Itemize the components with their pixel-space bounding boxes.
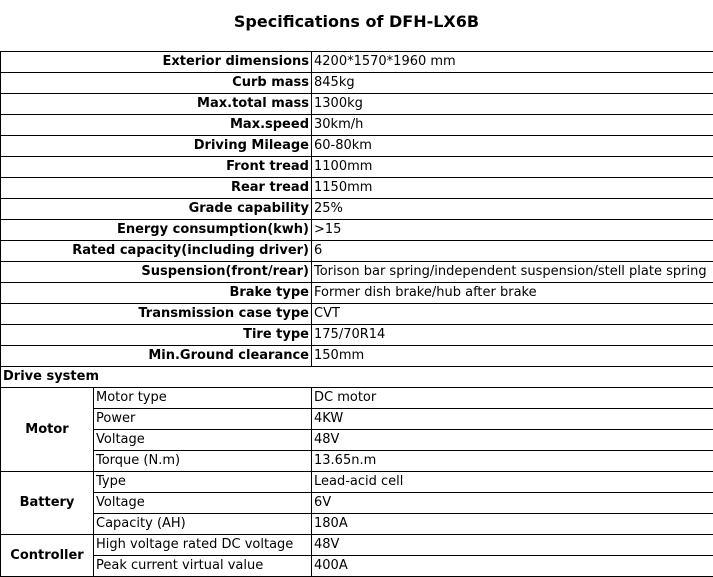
spec-value: 175/70R14 <box>312 325 713 346</box>
spec-value: 1150mm <box>312 178 713 199</box>
sub-value: 400A <box>312 556 713 577</box>
table-row <box>1 409 713 430</box>
table-row <box>1 514 713 535</box>
spec-label: Max.speed <box>1 115 312 136</box>
sub-label: Power <box>94 409 312 430</box>
spec-value: CVT <box>312 304 713 325</box>
spec-value: 25% <box>312 199 713 220</box>
table-row <box>1 493 713 514</box>
spec-label: Front tread <box>1 157 312 178</box>
table-row <box>1 430 713 451</box>
spec-label: Driving Mileage <box>1 136 312 157</box>
spec-value: 1300kg <box>312 94 713 115</box>
sub-value: 4KW <box>312 409 713 430</box>
table-row <box>1 220 713 241</box>
table-row <box>1 325 713 346</box>
spec-label: Brake type <box>1 283 312 304</box>
table-row <box>1 535 713 556</box>
table-row <box>1 283 713 304</box>
spec-value: Torison bar spring/independent suspension/stell plate spring <box>312 262 713 283</box>
spec-value: 60-80km <box>312 136 713 157</box>
table-row <box>1 346 713 367</box>
spec-label: Suspension(front/rear) <box>1 262 312 283</box>
battery-group-label: Battery <box>1 472 94 535</box>
table-row <box>1 178 713 199</box>
sub-value: 48V <box>312 535 713 556</box>
spec-value: 6 <box>312 241 713 262</box>
spec-label: Grade capability <box>1 199 312 220</box>
drive-system-heading: Drive system <box>1 367 713 388</box>
sub-value: 180A <box>312 514 713 535</box>
table-row <box>1 451 713 472</box>
table-row <box>1 94 713 115</box>
spec-value: Former dish brake/hub after brake <box>312 283 713 304</box>
sub-label: Type <box>94 472 312 493</box>
sub-label: High voltage rated DC voltage <box>94 535 312 556</box>
table-row <box>1 388 713 409</box>
spec-label: Tire type <box>1 325 312 346</box>
spec-table <box>0 51 713 577</box>
table-row <box>1 199 713 220</box>
table-row <box>1 157 713 178</box>
sub-value: 48V <box>312 430 713 451</box>
spec-value: 1100mm <box>312 157 713 178</box>
table-row <box>1 115 713 136</box>
table-row <box>1 73 713 94</box>
spec-value: 30km/h <box>312 115 713 136</box>
sub-value: 13.65n.m <box>312 451 713 472</box>
spec-label: Energy consumption(kwh) <box>1 220 312 241</box>
table-row <box>1 262 713 283</box>
spec-value: 150mm <box>312 346 713 367</box>
sub-label: Capacity (AH) <box>94 514 312 535</box>
section-row <box>1 367 713 388</box>
table-row <box>1 52 713 73</box>
sub-value: Lead-acid cell <box>312 472 713 493</box>
spec-label: Rated capacity(including driver) <box>1 241 312 262</box>
spec-value: >15 <box>312 220 713 241</box>
table-row <box>1 472 713 493</box>
table-row <box>1 136 713 157</box>
spec-value: 845kg <box>312 73 713 94</box>
sub-label: Voltage <box>94 493 312 514</box>
spec-label: Rear tread <box>1 178 312 199</box>
page-title: Specifications of DFH-LX6B <box>0 12 713 31</box>
sub-label: Peak current virtual value <box>94 556 312 577</box>
spec-label: Curb mass <box>1 73 312 94</box>
controller-group-label: Controller <box>1 535 94 577</box>
sub-value: 6V <box>312 493 713 514</box>
spec-label: Transmission case type <box>1 304 312 325</box>
table-row <box>1 304 713 325</box>
table-row <box>1 241 713 262</box>
motor-group-label: Motor <box>1 388 94 472</box>
sub-label: Voltage <box>94 430 312 451</box>
sub-value: DC motor <box>312 388 713 409</box>
sub-label: Motor type <box>94 388 312 409</box>
sub-label: Torque (N.m) <box>94 451 312 472</box>
spec-value: 4200*1570*1960 mm <box>312 52 713 73</box>
table-row <box>1 556 713 577</box>
spec-label: Min.Ground clearance <box>1 346 312 367</box>
spec-label: Exterior dimensions <box>1 52 312 73</box>
spec-label: Max.total mass <box>1 94 312 115</box>
